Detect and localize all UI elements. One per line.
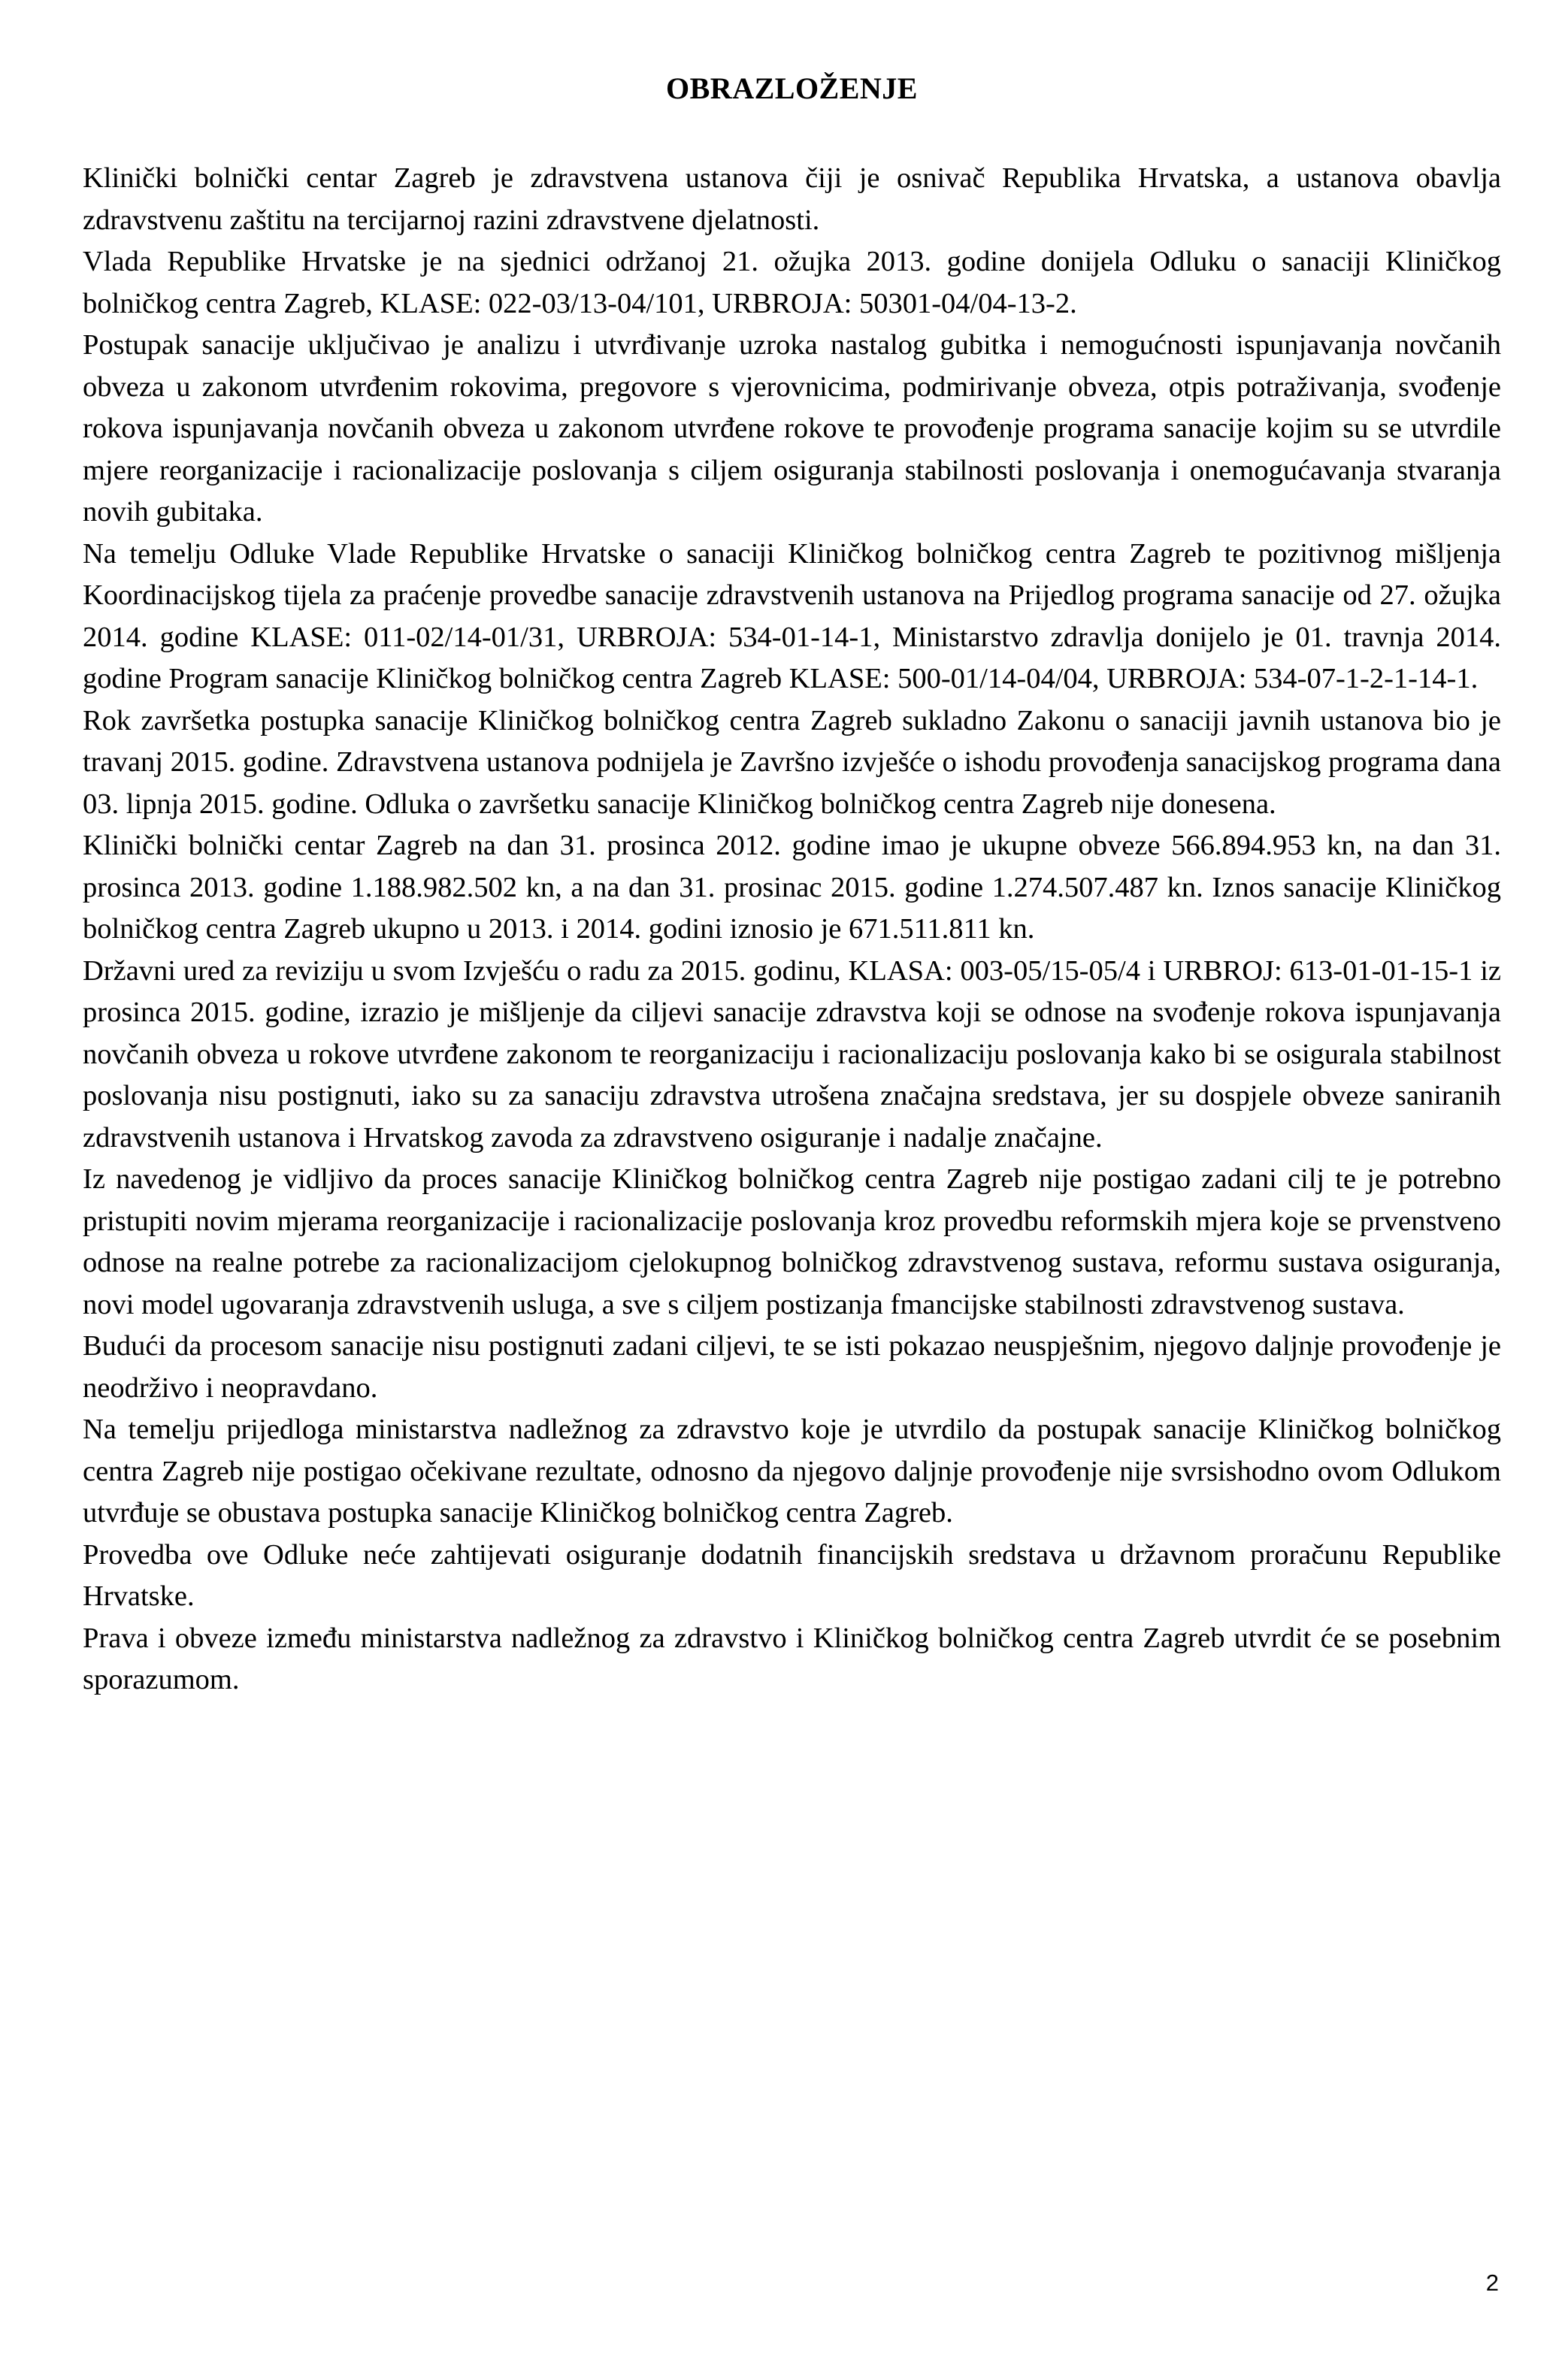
paragraph: Klinički bolnički centar Zagreb na dan 31. prosinca 2012. godine imao je ukupne obveze 566.894.953 kn, na dan 31. prosinca 2013. godine 1.188.982.502 kn, a na dan 31. prosinac 2015. godine 1.274.507.487 kn. Iznos sanacije Kliničkog bolničkog centra Zagreb ukupno u 2013. i 2014. godini iznosio je 671.511.811 kn. [83, 830, 1501, 945]
paragraph: Rok završetka postupka sanacije Kliničkog bolničkog centra Zagreb sukladno Zakonu o sanaciji javnih ustanova bio je travanj 2015. godine. Zdravstvena ustanova podnijela je Završno izvješće o ishodu provođenja sanacijskog programa dana 03. lipnja 2015. godine. Odluka o završetku sanacije Kliničkog bolničkog centra Zagreb nije donesena. [83, 704, 1501, 820]
paragraph: Postupak sanacije uključivao je analizu i utvrđivanje uzroka nastalog gubitka i nemogućnosti ispunjavanja novčanih obveza u zakonom utvrđenim rokovima, pregovore s vjerovnicima, podmirivanje obveza, otpis potraživanja, svođenje rokova ispunjavanja novčanih obveza u zakonom utvrđene rokove te provođenje programa sanacije kojim su se utvrdile mjere reorganizacije i racionalizacije poslovanja s ciljem osiguranja stabilnosti poslovanja i onemogućavanja stvaranja novih gubitaka. [83, 329, 1501, 528]
paragraph: Budući da procesom sanacije nisu postignuti zadani ciljevi, te se isti pokazao neuspješnim, njegovo daljnje provođenje je neodrživo i neopravdano. [83, 1330, 1501, 1404]
page-content [83, 72, 1501, 1701]
paragraph: Iz navedenog je vidljivo da proces sanacije Kliničkog bolničkog centra Zagreb nije postigao zadani cilj te je potrebno pristupiti novim mjerama reorganizacije i racionalizacije poslovanja kroz provedbu reformskih mjera koje se prvenstveno odnose na realne potrebe za racionalizacijom cjelokupnog bolničkog zdravstvenog sustava, reformu sustava osiguranja, novi model ugovaranja zdravstvenih usluga, a sve s ciljem postizanja fmancijske stabilnosti zdravstvenog sustava. [83, 1163, 1501, 1320]
page-title: OBRAZLOŽENJE [666, 71, 918, 105]
paragraph: Klinički bolnički centar Zagreb je zdravstvena ustanova čiji je osnivač Republika Hrvatska, a ustanova obavlja zdravstvenu zaštitu na tercijarnoj razini zdravstvene djelatnosti. [83, 162, 1501, 236]
paragraph: Vlada Republike Hrvatske je na sjednici održanoj 21. ožujka 2013. godine donijela Odluku o sanaciji Kliničkog bolničkog centra Zagreb, KLASE: 022-03/13-04/101, URBROJA: 50301-04/04-13-2. [83, 246, 1501, 319]
paragraph: Provedba ove Odluke neće zahtijevati osiguranje dodatnih financijskih sredstava u državnom proračunu Republike Hrvatske. [83, 1538, 1501, 1612]
paragraph: Državni ured za reviziju u svom Izvješću o radu za 2015. godinu, KLASA: 003-05/15-05/4 i URBROJ: 613-01-01-15-1 iz prosinca 2015. godine, izrazio je mišljenje da ciljevi sanacije zdravstva koji se odnose na svođenje rokova ispunjavanja novčanih obveza u rokove utvrđene zakonom te reorganizaciju i racionalizaciju poslovanja kako bi se osigurala stabilnost poslovanja nisu postignuti, iako su za sanaciju zdravstva utrošena značajna sredstava, jer su dospjele obveze saniranih zdravstvenih ustanova i Hrvatskog zavoda za zdravstveno osiguranje i nadalje značajne. [83, 954, 1501, 1154]
paragraph: Na temelju prijedloga ministarstva nadležnog za zdravstvo koje je utvrdilo da postupak sanacije Kliničkog bolničkog centra Zagreb nije postigao očekivane rezultate, odnosno da njegovo daljnje provođenje nije svrsishodno ovom Odlukom utvrđuje se obustava postupka sanacije Kliničkog bolničkog centra Zagreb. [83, 1414, 1501, 1529]
page-number: 2 [1485, 2270, 1499, 2296]
paragraph: Prava i obveze između ministarstva nadležnog za zdravstvo i Kliničkog bolničkog centra Zagreb utvrdit će se posebnim sporazumom. [83, 1622, 1501, 1695]
body-text [83, 158, 1501, 1701]
paragraph: Na temelju Odluke Vlade Republike Hrvatske o sanaciji Kliničkog bolničkog centra Zagreb te pozitivnog mišljenja Koordinacijskog tijela za praćenje provedbe sanacije zdravstvenih ustanova na Prijedlog programa sanacije od 27. ožujka 2014. godine KLASE: 011-02/14-01/31, URBROJA: 534-01-14-1, Ministarstvo zdravlja donijelo je 01. travnja 2014. godine Program sanacije Kliničkog bolničkog centra Zagreb KLASE: 500-01/14-04/04, URBROJA: 534-07-1-2-1-14-1. [83, 537, 1501, 694]
